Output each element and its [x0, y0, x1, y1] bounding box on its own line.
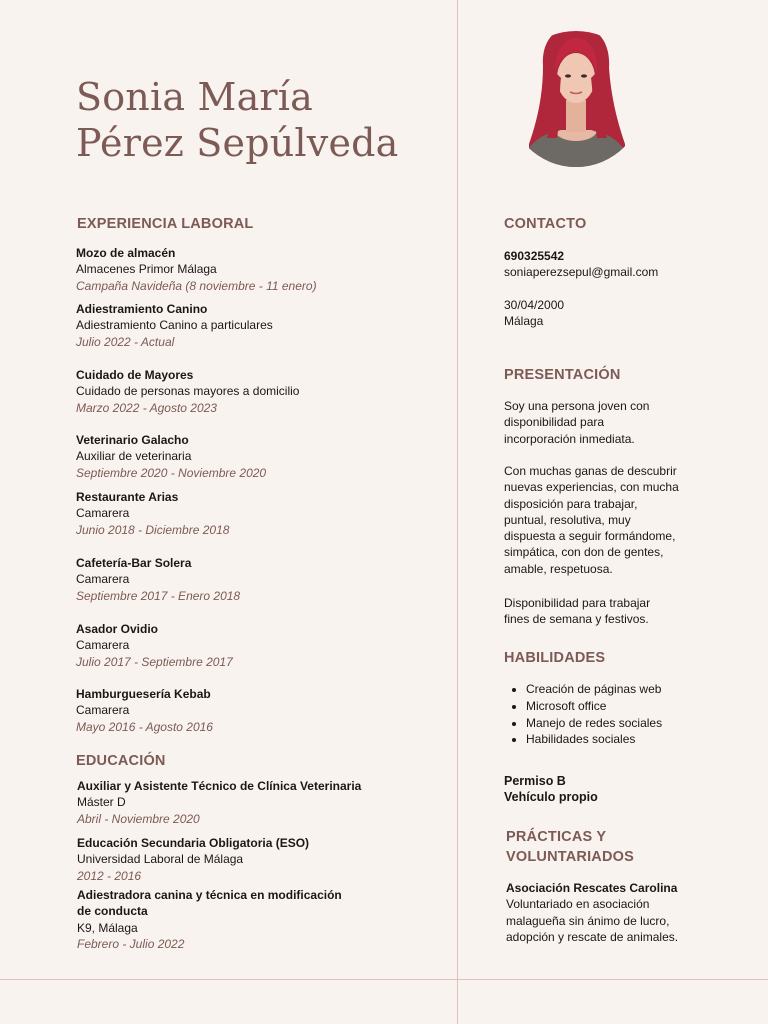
text-line: incorporación inmediata.: [504, 431, 635, 446]
experience-title: Hamburguesería Kebab: [76, 687, 211, 701]
candidate-name: [76, 74, 399, 166]
contact-phone: 690325542: [504, 249, 565, 263]
skills-list: [508, 681, 662, 748]
experience-company: Adiestramiento Canino a particulares: [76, 318, 273, 333]
experience-company: Camarera: [76, 638, 130, 653]
experience-item: [76, 489, 229, 538]
experience-title: Cuidado de Mayores: [76, 368, 194, 382]
practices-heading-line-1: PRÁCTICAS Y: [506, 829, 607, 845]
text-line: puntual, resolutiva, muy: [504, 512, 631, 527]
presentation-para-3: [504, 595, 704, 628]
driving-license: Permiso B: [504, 774, 566, 788]
experience-dates: Mayo 2016 - Agosto 2016: [76, 719, 213, 734]
experience-title: Asador Ovidio: [76, 622, 159, 636]
education-item: [77, 778, 361, 827]
name-line-1: Sonia María: [76, 75, 314, 119]
experience-title: Adiestramiento Canino: [76, 302, 208, 316]
experience-title: Cafetería-Bar Solera: [76, 556, 192, 570]
experience-item: [76, 686, 213, 735]
experience-title: Restaurante Arias: [76, 490, 179, 504]
practices-heading: [506, 827, 634, 867]
birthdate: 30/04/2000: [504, 298, 565, 312]
experience-dates: Julio 2022 - Actual: [76, 334, 175, 349]
volunteer-item: [506, 880, 706, 945]
experience-dates: Septiembre 2020 - Noviembre 2020: [76, 465, 267, 480]
experience-title: Mozo de almacén: [76, 246, 176, 260]
experience-dates: Septiembre 2017 - Enero 2018: [76, 588, 241, 603]
text-line: simpática, con don de gentes,: [504, 545, 664, 560]
practices-heading-line-2: VOLUNTARIADOS: [506, 849, 634, 865]
education-title-cont: de conducta: [77, 904, 148, 919]
experience-company: Almacenes Primor Málaga: [76, 262, 217, 277]
profile-photo-illustration: [521, 26, 631, 168]
profile-photo: [521, 26, 631, 168]
text-line: Voluntariado en asociación: [506, 897, 650, 912]
skill-item: • Microsoft office: [526, 698, 662, 715]
education-place: Universidad Laboral de Málaga: [77, 852, 244, 867]
text-line: dispuesta a seguir formándome,: [504, 529, 676, 544]
presentation-para-2: [504, 463, 704, 577]
experience-item: [76, 301, 273, 350]
education-place: K9, Málaga: [77, 920, 138, 935]
presentation-para-1: [504, 398, 704, 447]
contact-email: soniaperezsepul@gmail.com: [504, 265, 659, 280]
education-item: [77, 835, 309, 884]
skills-heading: HABILIDADES: [504, 650, 606, 666]
experience-title: Veterinario Galacho: [76, 433, 189, 447]
experience-company: Camarera: [76, 506, 130, 521]
text-line: disposición para trabajar,: [504, 496, 638, 511]
contact-block: [504, 248, 704, 281]
education-item: [77, 887, 342, 952]
skill-item: • Manejo de redes sociales: [526, 715, 662, 732]
vertical-divider: [457, 0, 458, 1024]
text-line: malagueña sin ánimo de lucro,: [506, 913, 670, 928]
education-dates: 2012 - 2016: [77, 868, 142, 883]
extras-block: [504, 773, 704, 806]
education-dates: Febrero - Julio 2022: [77, 936, 185, 951]
text-line: nuevas experiencias, con mucha: [504, 480, 679, 495]
experience-company: Cuidado de personas mayores a domicilio: [76, 384, 300, 399]
text-line: Disponibilidad para trabajar: [504, 596, 651, 610]
experience-heading: EXPERIENCIA LABORAL: [77, 216, 254, 232]
experience-item: [76, 432, 266, 481]
experience-company: Camarera: [76, 703, 130, 718]
experience-item: [76, 621, 233, 670]
city: Málaga: [504, 314, 544, 329]
contact-heading: CONTACTO: [504, 216, 587, 232]
text-line: Soy una persona joven con: [504, 399, 650, 413]
education-title: Educación Secundaria Obligatoria (ESO): [77, 836, 310, 850]
education-title: Auxiliar y Asistente Técnico de Clínica Veterinaria: [77, 779, 362, 793]
text-line: Con muchas ganas de descubrir: [504, 464, 677, 478]
text-line: amable, respetuosa.: [504, 561, 613, 576]
experience-item: [76, 367, 299, 416]
text-line: fines de semana y festivos.: [504, 612, 649, 627]
volunteer-org: Asociación Rescates Carolina: [506, 881, 678, 895]
experience-item: [76, 245, 317, 294]
experience-dates: Julio 2017 - Septiembre 2017: [76, 654, 233, 669]
text-line: disponibilidad para: [504, 415, 605, 430]
text-line: adopción y rescate de animales.: [506, 929, 679, 944]
experience-company: Auxiliar de veterinaria: [76, 449, 192, 464]
education-heading: EDUCACIÓN: [76, 753, 166, 769]
name-line-2: Pérez Sepúlveda: [76, 121, 399, 165]
experience-dates: Junio 2018 - Diciembre 2018: [76, 522, 230, 537]
personal-block: [504, 297, 704, 330]
education-title: Adiestradora canina y técnica en modificación: [77, 888, 342, 902]
experience-company: Camarera: [76, 572, 130, 587]
skill-item: • Habilidades sociales: [526, 731, 662, 748]
education-dates: Abril - Noviembre 2020: [77, 811, 200, 826]
presentation-heading: PRESENTACIÓN: [504, 367, 621, 383]
experience-dates: Campaña Navideña (8 noviembre - 11 enero): [76, 278, 317, 293]
education-place: Máster D: [77, 795, 126, 810]
skill-item: • Creación de páginas web: [526, 681, 662, 698]
horizontal-divider: [0, 979, 768, 980]
experience-item: [76, 555, 240, 604]
experience-dates: Marzo 2022 - Agosto 2023: [76, 400, 217, 415]
own-vehicle: Vehículo propio: [504, 790, 598, 805]
